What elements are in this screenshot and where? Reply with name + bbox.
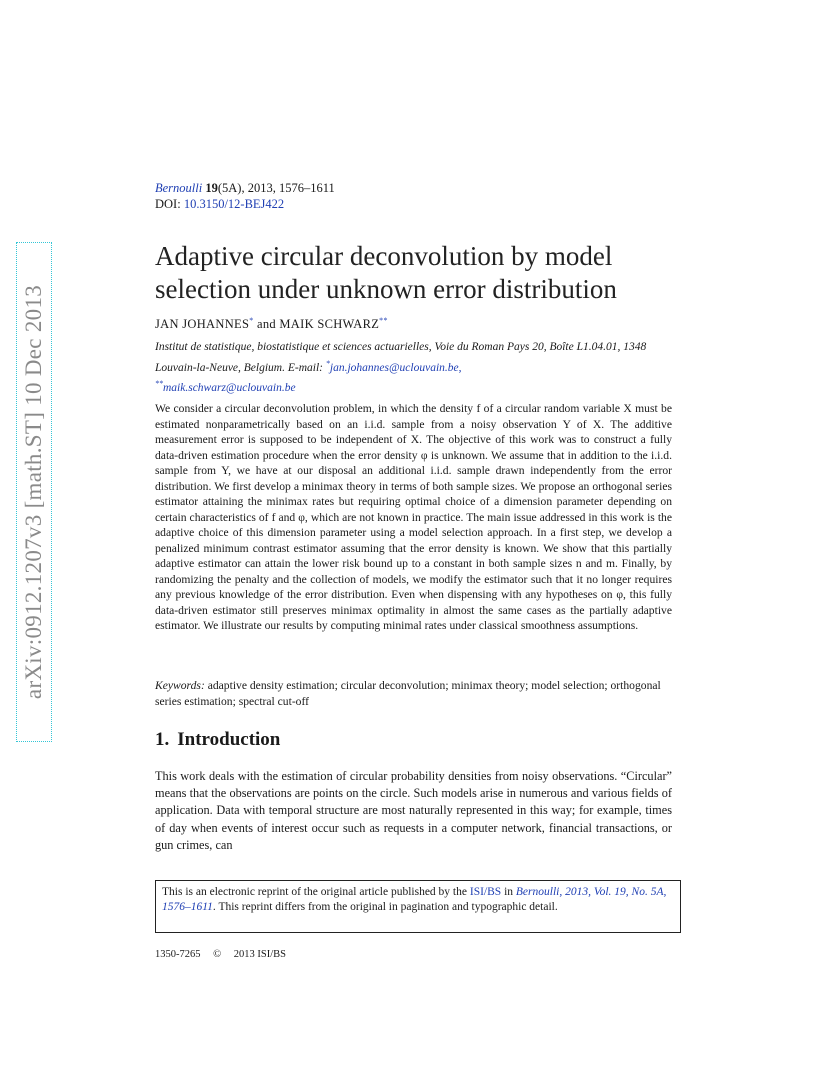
reprint-notice bbox=[155, 880, 681, 933]
volume: 19 bbox=[205, 181, 218, 195]
arxiv-id[interactable]: arXiv:0912.1207v3 [math.ST] 10 Dec 2013 bbox=[21, 284, 46, 700]
reprint-text: This is an electronic reprint of the original article published by the bbox=[162, 886, 467, 898]
email-mark: * bbox=[325, 358, 330, 368]
author-line bbox=[155, 316, 388, 332]
doi-label: DOI: bbox=[155, 197, 181, 211]
author-mark[interactable]: ** bbox=[379, 316, 388, 325]
copyright-holder: 2013 ISI/BS bbox=[233, 949, 286, 960]
paper-title: Adaptive circular deconvolution by model selection under unknown error distribution bbox=[155, 241, 617, 304]
issue-pages: (5A), 2013, 1576–1611 bbox=[217, 181, 335, 195]
arxiv-stamp bbox=[16, 242, 52, 742]
section-number: 1. bbox=[155, 729, 170, 750]
issn: 1350-7265 bbox=[155, 949, 201, 960]
email-mark: ** bbox=[155, 378, 163, 388]
affiliation bbox=[155, 340, 675, 396]
publisher-link[interactable]: ISI/BS bbox=[469, 886, 502, 898]
keywords bbox=[155, 678, 672, 709]
email-link[interactable]: maik.schwarz@uclouvain.be bbox=[163, 381, 296, 394]
keywords-label: Keywords: bbox=[155, 679, 205, 692]
doi-line bbox=[155, 196, 335, 212]
email-link[interactable]: jan.johannes@uclouvain.be, bbox=[329, 361, 462, 374]
affiliation-text: Institut de statistique, biostatistique et sciences actuarielles, Voie du Roman Pays 20, Boîte L1.04.01, 1348 Louvain-la-Neuve, Belgium. E-mail: bbox=[155, 341, 647, 374]
doi-link[interactable]: 10.3150/12-BEJ422 bbox=[183, 197, 285, 211]
keywords-text: adaptive density estimation; circular deconvolution; minimax theory; model selection; orthogonal series estimation; spectral cut-off bbox=[155, 679, 661, 708]
section-heading bbox=[155, 729, 280, 751]
journal-header bbox=[155, 180, 335, 212]
author-mark[interactable]: * bbox=[249, 316, 254, 325]
intro-paragraph: This work deals with the estimation of circular probability densities from noisy observations. “Circular” means that the observations are points on the circle. Such models arise in numerous and various fields of application. Data with temporal structure are most naturally represented in this way; for example, times of day when events of interest occur such as requests in a computer network, financial transactions, or gun crimes, can bbox=[155, 769, 672, 852]
footer bbox=[155, 949, 296, 960]
reprint-in: in bbox=[504, 886, 514, 898]
section-title: Introduction bbox=[177, 729, 281, 750]
journal-reference-link[interactable]: Bernoulli, 2013, Vol. 19, No. 5A, 1576–1611 bbox=[162, 886, 667, 913]
journal-link[interactable]: Bernoulli bbox=[155, 181, 203, 195]
author-name: MAIK SCHWARZ bbox=[279, 317, 380, 332]
author-conjunction: and bbox=[256, 317, 276, 332]
abstract: We consider a circular deconvolution problem, in which the density f of a circular random variable X must be estimated nonparametrically based on an i.i.d. sample from a noisy observation Y of X. The additive measurement error is supposed to be independent of X. The objective of this work was to construct a fully data-driven estimation procedure when the error density φ is unknown. We assume that in addition to the i.i.d. sample from Y, we have at our disposal an additional i.i.d. sample drawn independently from the error distribution. We first develop a minimax theory in terms of both sample sizes. We propose an orthogonal series estimator attaining the minimax rates but requiring optimal choice of a dimension parameter depending on certain characteristics of f and φ, which are not known in practice. The main issue addressed in this work is the adaptive choice of this dimension parameter using a model selection approach. In a first step, we develop a penalized minimum contrast estimator assuming that the error density is known. We show that this partially adaptive estimator can attain the lower risk bound up to a constant in both sample sizes n and m. Finally, by randomizing the penalty and the collection of models, we modify the estimator such that it no longer requires any previous knowledge of the error distribution. Even when dispensing with any hypotheses on φ, this fully data-driven estimator still preserves minimax optimality in almost the same cases as the partially adaptive estimator. We illustrate our results by computing minimal rates under classical smoothness assumptions. bbox=[155, 402, 672, 632]
reprint-text-tail: . This reprint differs from the original in pagination and typographic detail. bbox=[212, 901, 558, 913]
copyright-icon: © bbox=[213, 949, 222, 960]
citation-line bbox=[155, 180, 335, 196]
author-name: JAN JOHANNES bbox=[155, 317, 250, 332]
